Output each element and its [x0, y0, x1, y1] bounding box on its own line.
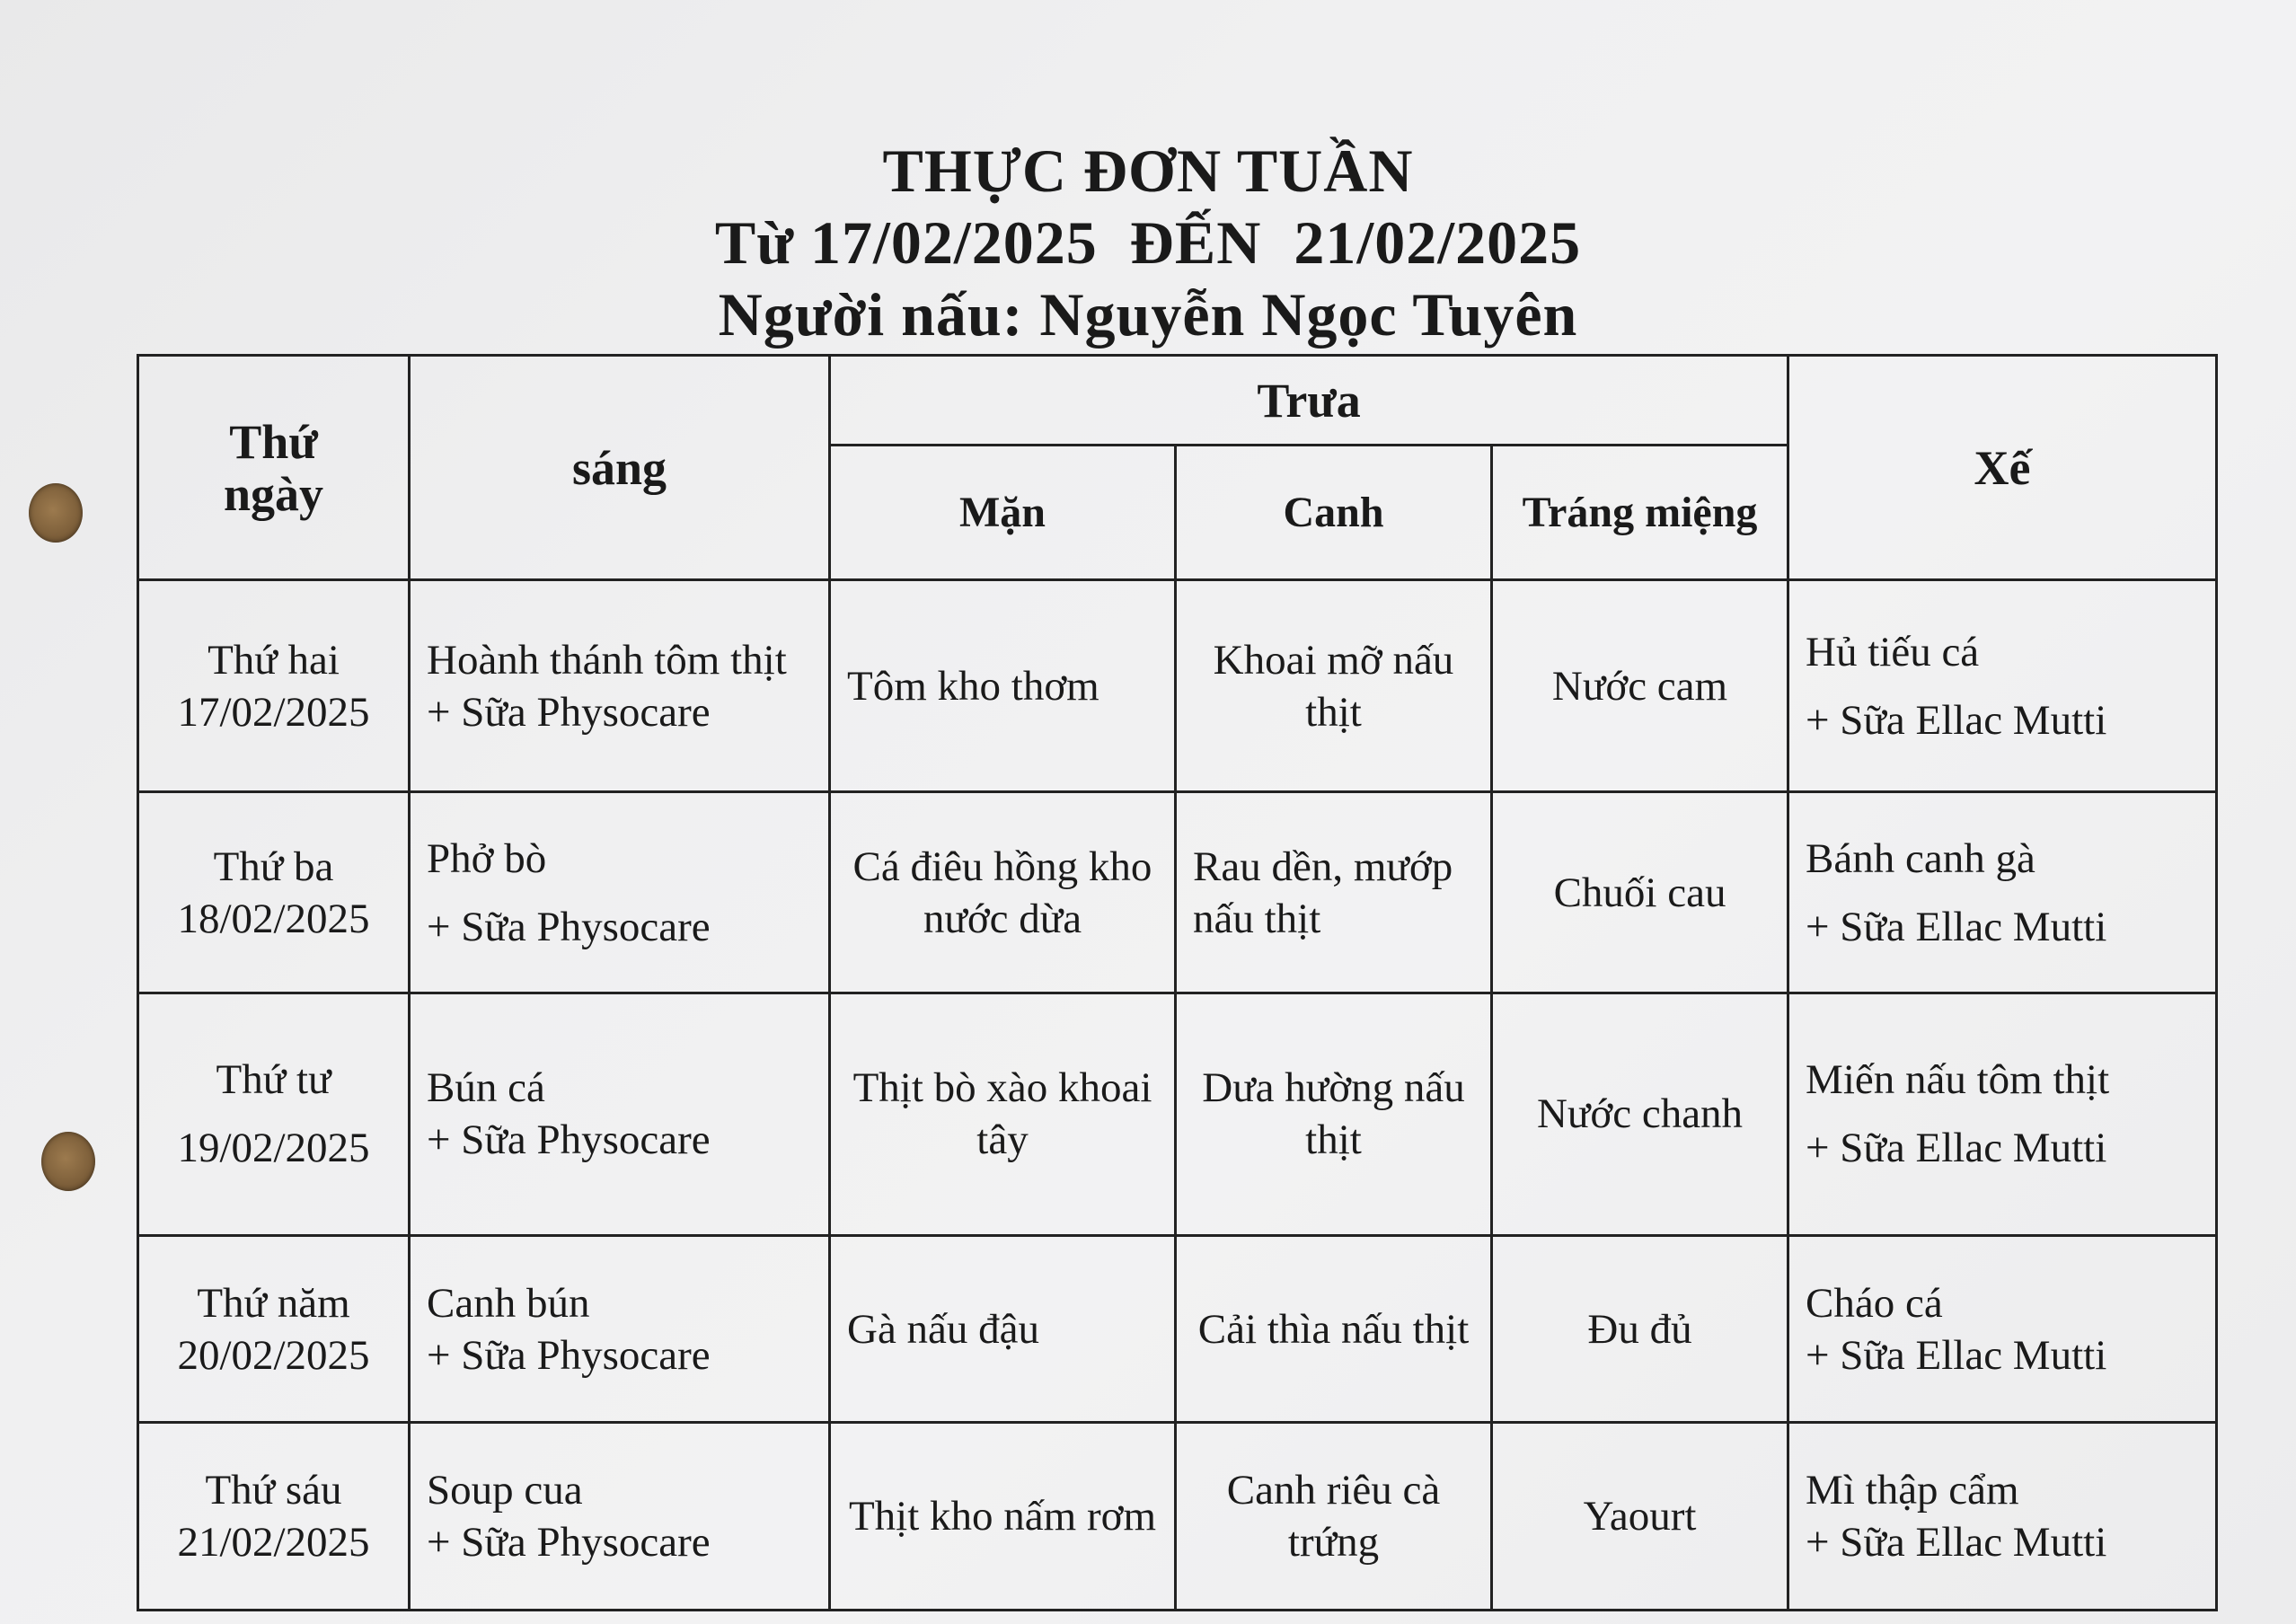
day-date: 18/02/2025 — [177, 895, 370, 942]
morning-dish: Phở bò — [427, 834, 547, 882]
day-name: Thứ ba — [213, 843, 334, 890]
main-dish-cell: Tôm kho thơm — [830, 580, 1176, 792]
header-soup: Canh — [1176, 446, 1492, 580]
afternoon-dish: Hủ tiếu cá — [1806, 628, 1980, 675]
afternoon-dish: Cháo cá — [1806, 1279, 1943, 1327]
table-row — [138, 1423, 2217, 1611]
morning-dish: Bún cá — [427, 1064, 545, 1112]
morning-drink: + Sữa Physocare — [427, 903, 711, 950]
header-morning: sáng — [410, 356, 830, 580]
main-dish-cell: Thịt bò xào khoai tây — [830, 993, 1176, 1236]
cook-name: Người nấu: Nguyễn Ngọc Tuyên — [718, 280, 1578, 349]
dessert-cell: Nước chanh — [1492, 993, 1788, 1236]
morning-drink: + Sữa Physocare — [427, 1331, 711, 1379]
title-block — [0, 135, 2296, 350]
day-name: Thứ hai — [208, 636, 340, 684]
dessert-cell: Đu đủ — [1492, 1235, 1788, 1423]
header-lunch: Trưa — [830, 356, 1788, 446]
morning-dish: Soup cua — [427, 1467, 583, 1514]
soup-cell: Khoai mỡ nấu thịt — [1176, 580, 1492, 792]
day-cell — [138, 580, 410, 792]
day-name: Thứ năm — [197, 1279, 350, 1327]
day-cell — [138, 1423, 410, 1611]
day-cell — [138, 1235, 410, 1423]
soup-cell: Rau dền, mướp nấu thịt — [1176, 792, 1492, 993]
day-date: 20/02/2025 — [177, 1331, 370, 1379]
day-date: 17/02/2025 — [177, 688, 370, 736]
afternoon-drink: + Sữa Ellac Mutti — [1806, 1331, 2107, 1379]
morning-cell — [410, 1423, 830, 1611]
soup-cell: Cải thìa nấu thịt — [1176, 1235, 1492, 1423]
morning-cell — [410, 1235, 830, 1423]
afternoon-drink: + Sữa Ellac Mutti — [1806, 1125, 2107, 1172]
soup-cell: Dưa hường nấu thịt — [1176, 993, 1492, 1236]
header-row-top — [138, 356, 2217, 446]
header-day: Thứ ngày — [138, 356, 410, 580]
afternoon-cell — [1788, 1423, 2217, 1611]
day-name: Thứ tư — [216, 1056, 331, 1104]
dessert-cell: Chuối cau — [1492, 792, 1788, 993]
morning-cell — [410, 580, 830, 792]
morning-drink: + Sữa Physocare — [427, 1116, 711, 1164]
main-dish-cell: Gà nấu đậu — [830, 1235, 1176, 1423]
main-dish-cell: Thịt kho nấm rơm — [830, 1423, 1176, 1611]
morning-drink: + Sữa Physocare — [427, 1519, 711, 1567]
table-row — [138, 993, 2217, 1236]
morning-cell — [410, 792, 830, 993]
afternoon-drink: + Sữa Ellac Mutti — [1806, 696, 2107, 744]
day-name: Thứ sáu — [205, 1467, 342, 1514]
dessert-cell: Yaourt — [1492, 1423, 1788, 1611]
header-dessert: Tráng miệng — [1492, 446, 1788, 580]
morning-cell — [410, 993, 830, 1236]
afternoon-cell — [1788, 1235, 2217, 1423]
afternoon-cell — [1788, 993, 2217, 1236]
morning-dish: Hoành thánh tôm thịt — [427, 636, 787, 684]
table-row — [138, 580, 2217, 792]
afternoon-cell — [1788, 580, 2217, 792]
punch-hole-top — [29, 483, 83, 543]
table-row — [138, 792, 2217, 993]
dessert-cell: Nước cam — [1492, 580, 1788, 792]
page-title: THỰC ĐƠN TUẦN — [882, 137, 1414, 205]
afternoon-drink: + Sữa Ellac Mutti — [1806, 903, 2107, 950]
day-date: 19/02/2025 — [177, 1125, 370, 1172]
afternoon-cell — [1788, 792, 2217, 993]
day-cell — [138, 792, 410, 993]
header-afternoon: Xế — [1788, 356, 2217, 580]
day-date: 21/02/2025 — [177, 1519, 370, 1567]
date-range: Từ 17/02/2025 ĐẾN 21/02/2025 — [714, 208, 1582, 277]
weekly-menu-table — [137, 354, 2218, 1611]
header-main-dish: Mặn — [830, 446, 1176, 580]
morning-drink: + Sữa Physocare — [427, 688, 711, 736]
morning-dish: Canh bún — [427, 1279, 590, 1327]
punch-hole-bottom — [41, 1132, 95, 1191]
afternoon-drink: + Sữa Ellac Mutti — [1806, 1519, 2107, 1567]
day-cell — [138, 993, 410, 1236]
table-row — [138, 1235, 2217, 1423]
afternoon-dish: Mì thập cẩm — [1806, 1467, 2019, 1514]
soup-cell: Canh riêu cà trứng — [1176, 1423, 1492, 1611]
afternoon-dish: Miến nấu tôm thịt — [1806, 1056, 2110, 1104]
afternoon-dish: Bánh canh gà — [1806, 834, 2035, 882]
main-dish-cell: Cá điêu hồng kho nước dừa — [830, 792, 1176, 993]
